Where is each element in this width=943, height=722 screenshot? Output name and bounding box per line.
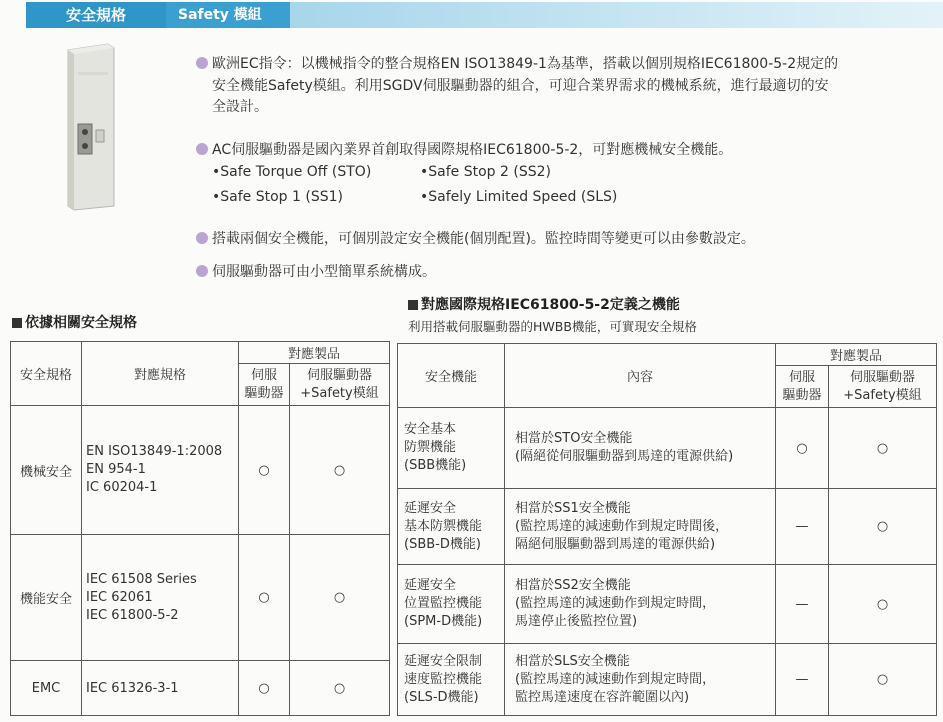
servo-support: —: [776, 644, 829, 716]
func-line: (SBB-D機能): [404, 536, 481, 552]
table-row: [398, 565, 937, 644]
spec-item: EN ISO13849-1:2008: [86, 444, 223, 459]
header-gradient: [290, 2, 943, 28]
spec-item: IC 60204-1: [86, 480, 158, 495]
row-func: [398, 408, 505, 489]
func-line: 安全基本: [404, 422, 457, 437]
func-line: (SPM-D機能): [404, 614, 483, 629]
content-line: 馬達停止後監控位置): [515, 614, 638, 629]
row-content: [505, 408, 776, 489]
content-line: 相當於SLS安全機能: [515, 653, 630, 669]
content-line: (監控馬達的減速動作到規定時間，: [515, 671, 716, 687]
table-row: [398, 644, 937, 716]
square-bullet-icon: [408, 300, 418, 310]
func-line: (SBB機能): [404, 458, 467, 473]
square-bullet-icon: [12, 318, 22, 328]
spec-item: IEC 61800-5-2: [86, 607, 179, 623]
section-title: Safety 模組: [166, 2, 302, 28]
bullet-continuation: 全設計。: [212, 99, 268, 115]
content-line: 監控馬達速度在容許範圍以內): [515, 689, 690, 705]
col-header-servo: 伺服 驅動器: [776, 366, 829, 408]
table-row: [11, 406, 390, 535]
bullet-dot-icon: [196, 265, 208, 277]
spec-item: IEC 61508 Series: [86, 571, 197, 587]
bullet-text: AC伺服驅動器是國內業界首創取得國際規格IEC61800-5-2，可對應機械安全機能。: [212, 142, 733, 158]
func-line: 延遲安全限制: [404, 653, 483, 669]
servo-support: —: [776, 489, 829, 565]
row-std: 機械安全: [11, 406, 82, 535]
table-row: [11, 661, 390, 716]
section-label: 安全規格: [26, 2, 166, 28]
servo-support: ○: [776, 408, 829, 489]
col-header-products: 對應製品: [776, 344, 937, 366]
servo-support: ○: [239, 406, 290, 535]
col-header-servo: 伺服 驅動器: [239, 364, 290, 406]
row-func: [398, 644, 505, 716]
content-line: 相當於SS2安全機能: [515, 578, 631, 593]
func-line: 基本防禦機能: [404, 518, 483, 534]
content-line: (隔絕從伺服驅動器到馬達的電源供給): [515, 449, 734, 464]
section-header: [26, 2, 943, 28]
bullet-text: 搭載兩個安全機能，可個別設定安全機能(個別配置)。監控時間等變更可以由參數設定。: [212, 231, 755, 247]
bullet-dot-icon: [196, 232, 208, 244]
func-line: 防禦機能: [404, 440, 457, 455]
left-section-title: 依據相關安全規格: [12, 312, 137, 332]
func-line: 延遲安全: [404, 578, 457, 593]
servo-safety-support: ○: [290, 661, 390, 716]
bullet-small-system: [196, 262, 436, 283]
row-content: [505, 489, 776, 565]
col-header-products: 對應製品: [239, 342, 390, 364]
function-sto: •Safe Torque Off (STO): [212, 164, 372, 180]
right-section-title: 對應國際規格IEC61800-5-2定義之機能: [408, 294, 680, 314]
bullet-text: 歐洲EC指令：以機械指令的整合規格EN ISO13849-1為基準，搭載以個別規格IEC61800-5-2規定的: [212, 56, 839, 72]
content-line: 相當於STO安全機能: [515, 431, 633, 446]
servo-support: ○: [239, 535, 290, 661]
table-row: [11, 535, 390, 661]
bullet-text: 伺服驅動器可由小型簡單系統構成。: [212, 264, 436, 280]
col-header-spec: 對應規格: [82, 342, 239, 406]
servo-safety-support: ○: [290, 535, 390, 661]
func-line: 速度監控機能: [404, 671, 483, 687]
row-std: 機能安全: [11, 535, 82, 661]
function-ss1: •Safe Stop 1 (SS1): [212, 189, 343, 205]
table-row: [398, 408, 937, 489]
bullet-ec-directive: [196, 54, 936, 75]
row-specs: [82, 661, 239, 716]
bullet-ac-servo: [196, 140, 732, 161]
func-line: 位置監控機能: [404, 596, 483, 611]
row-std: EMC: [11, 661, 82, 716]
spec-item: EN 954-1: [86, 462, 146, 477]
col-header-func: 安全機能: [398, 344, 505, 408]
bullet-dot-icon: [196, 143, 208, 155]
content-line: 相當於SS1安全機能: [515, 500, 631, 516]
content-line: (監控馬達的減速動作到規定時間，: [515, 596, 716, 611]
row-func: [398, 489, 505, 565]
col-header-content: 內容: [505, 344, 776, 408]
spec-item: IEC 62061: [86, 589, 153, 605]
servo-safety-support: ○: [829, 489, 937, 565]
func-line: (SLS-D機能): [404, 689, 479, 705]
spec-item: IEC 61326-3-1: [86, 680, 179, 696]
col-header-servo-safety: 伺服驅動器 +Safety模組: [829, 366, 937, 408]
function-sls: •Safely Limited Speed (SLS): [420, 189, 618, 205]
servo-safety-support: ○: [829, 644, 937, 716]
bullet-continuation: 安全機能Safety模組。利用SGDV伺服驅動器的組合，可迎合業界需求的機械系統，進行最適切的安: [212, 78, 829, 94]
row-specs: [82, 535, 239, 661]
functions-table: [397, 343, 937, 716]
header-bar: [166, 2, 943, 28]
servo-safety-support: ○: [829, 565, 937, 644]
bullet-dual-functions: [196, 229, 755, 250]
col-header-servo-safety: 伺服驅動器 +Safety模組: [290, 364, 390, 406]
row-content: [505, 644, 776, 716]
servo-support: —: [776, 565, 829, 644]
content-line: (監控馬達的減速動作到規定時間後，: [515, 518, 729, 534]
func-line: 延遲安全: [404, 500, 457, 516]
servo-safety-support: ○: [829, 408, 937, 489]
servo-support: ○: [239, 661, 290, 716]
function-ss2: •Safe Stop 2 (SS2): [420, 164, 551, 180]
bullet-dot-icon: [196, 57, 208, 69]
safety-module-image: [62, 42, 118, 212]
row-func: [398, 565, 505, 644]
standards-table: [10, 341, 390, 716]
right-section-subtitle: 利用搭載伺服驅動器的HWBB機能，可實現安全規格: [408, 319, 697, 334]
row-specs: [82, 406, 239, 535]
table-row: [398, 489, 937, 565]
col-header-std: 安全規格: [11, 342, 82, 406]
content-line: 隔絕伺服驅動器到馬達的電源供給): [515, 536, 716, 552]
servo-safety-support: ○: [290, 406, 390, 535]
row-content: [505, 565, 776, 644]
